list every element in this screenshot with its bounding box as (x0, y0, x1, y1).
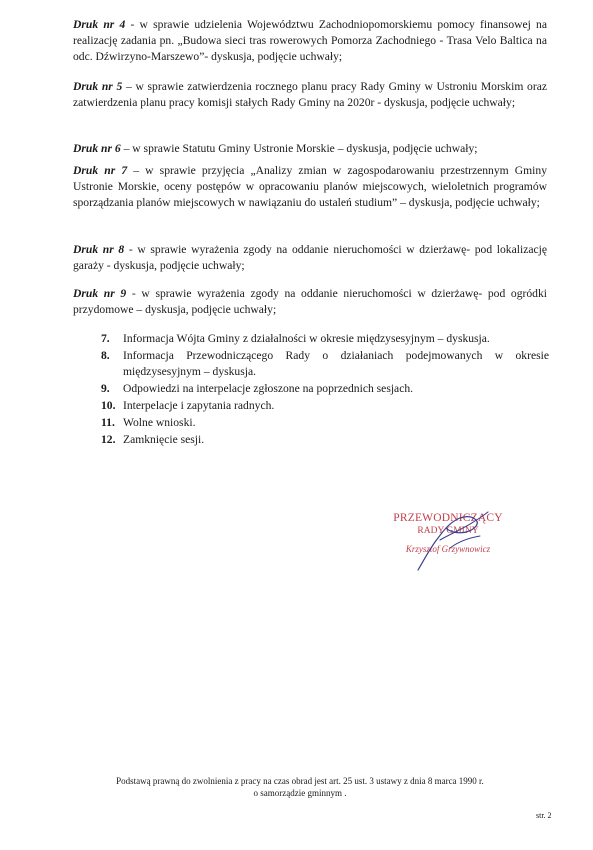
item-text: Informacja Wójta Gminy z działalności w okresie międzysesyjnym – dyskusja. (123, 332, 490, 345)
stamp-name: Krzysztof Grzywnowicz (405, 544, 491, 554)
list-item (101, 415, 549, 431)
item-number: 9. (101, 382, 110, 395)
item-text: Interpelacje i zapytania radnych. (123, 399, 275, 412)
druk-label: Druk nr 6 (73, 142, 121, 155)
druk-text: - w sprawie wyrażenia zgody na oddanie nieruchomości w dzierżawę- pod ogródki przydomowe – dyskusja, podjęcie uchwały; (73, 287, 547, 316)
druk-8 (73, 242, 547, 274)
druk-label: Druk nr 5 (73, 80, 123, 93)
handwritten-signature (410, 500, 500, 580)
stamp-title: PRZEWODNICZĄCY (393, 512, 503, 524)
list-item (101, 432, 549, 448)
druk-text: – w sprawie Statutu Gminy Ustronie Morskie – dyskusja, podjęcie uchwały; (120, 142, 478, 155)
legal-basis-footer (60, 775, 540, 799)
item-number: 7. (101, 332, 110, 345)
druk-label: Druk nr 8 (73, 243, 125, 256)
druk-5 (73, 79, 547, 111)
item-number: 8. (101, 349, 110, 362)
item-number: 12. (101, 433, 116, 446)
druk-text: - w sprawie wyrażenia zgody na oddanie nieruchomości w dzierżawę- pod lokalizację garaży - dyskusja, podjęcie uchwały; (73, 243, 548, 272)
druk-7 (73, 163, 547, 211)
stamp-subtitle: RADY GMINY (417, 526, 479, 536)
item-number: 10. (101, 399, 116, 412)
druk-6 (73, 141, 547, 157)
footer-line: Podstawą prawną do zwolnienia z pracy na czas obrad jest art. 25 ust. 3 ustawy z dnia 8 marca 1990 r. (116, 776, 484, 786)
list-item (101, 398, 549, 414)
agenda-list (101, 331, 549, 449)
list-item (101, 381, 549, 397)
item-text: Odpowiedzi na interpelacje zgłoszone na poprzednich sesjach. (123, 382, 414, 395)
druk-text: – w sprawie przyjęcia „Analizy zmian w zagospodarowaniu przestrzennym Gminy Ustronie Morskie, oceny postępów w opracowaniu planów miejscowych, wieloletnich programów sporządzania planów miejscowych w nawiązaniu do ustaleń studium” – dyskusja, podjęcie uchwały; (73, 164, 547, 209)
druk-text: – w sprawie zatwierdzenia rocznego planu pracy Rady Gminy w Ustroniu Morskim oraz zatwierdzenia planu pracy komisji stałych Rady Gminy na 2020r - dyskusja, podjęcie uchwały; (73, 80, 547, 109)
item-text: Wolne wnioski. (123, 416, 196, 429)
druk-label: Druk nr 4 (73, 18, 126, 31)
item-text: Informacja Przewodniczącego Rady o działaniach podejmowanych w okresie międzysesyjnym – dyskusja. (123, 349, 549, 378)
item-number: 11. (101, 416, 115, 429)
page-number: str. 2 (536, 811, 552, 820)
druk-text: - w sprawie udzielenia Województwu Zachodniopomorskiemu pomocy finansowej na realizację zadania pn. „Budowa sieci tras rowerowych Pomorza Zachodniego - Trasa Velo Baltica na odc. Dźwirzyno-Marszewo”- dyskusja, podjęcie uchwały; (73, 18, 547, 63)
footer-line: o samorządzie gminnym . (253, 788, 347, 798)
druk-label: Druk nr 9 (73, 287, 127, 300)
item-text: Zamknięcie sesji. (123, 433, 205, 446)
druk-label: Druk nr 7 (73, 164, 128, 177)
druk-9 (73, 286, 547, 318)
druk-4 (73, 17, 547, 65)
list-item (101, 348, 549, 380)
list-item (101, 331, 549, 347)
